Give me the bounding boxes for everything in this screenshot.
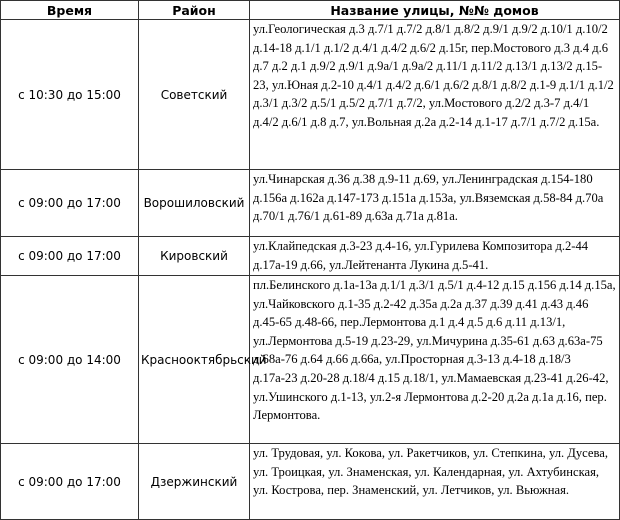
- district-cell: Кировский: [139, 237, 250, 276]
- header-time: Время: [1, 1, 139, 20]
- table-row: [1, 170, 620, 237]
- streets-cell: ул.Клайпедская д.3-23 д.4-16, ул.Гурилева Композитора д.2-44 д.17а-19 д.66, ул.Лейтенанта Лукина д.5-41.: [250, 237, 620, 276]
- streets-cell: пл.Белинского д.1а-13а д.1/1 д.3/1 д.5/1 д.4-12 д.15 д.156 д.14 д.15а, ул.Чайковского д.1-35 д.2-42 д.35а д.2а д.37 д.39 д.41 д.43 д.46 д.45-65 д.48-66, пер.Лермонтова д.1 д.4 д.5 д.6 д.11 д.13/1, ул.Лермонтова д.5-19 д.23-29, ул.Мичурина д.35-61 д.63 д.63а-75 д.68а-76 д.64 д.66 д.66а, ул.Просторная д.3-13 д.4-18 д.18/3 д.17а-23 д.20-28 д.18/4 д.15 д.18/1, ул.Мамаевская д.23-41 д.26-42, ул.Ушинского д.1-13, ул.2-я Лермонтова д.2-20 д.2а д.1а д.16, пер. Лермонтова.: [250, 276, 620, 444]
- table-row: [1, 444, 620, 520]
- district-cell: Ворошиловский: [139, 170, 250, 237]
- time-cell: с 09:00 до 17:00: [1, 170, 139, 237]
- time-cell: с 09:00 до 14:00: [1, 276, 139, 444]
- district-cell: Советский: [139, 20, 250, 170]
- table-row: [1, 237, 620, 276]
- streets-cell: ул. Трудовая, ул. Кокова, ул. Ракетчиков, ул. Степкина, ул. Дусева, ул. Троицкая, ул. Знаменская, ул. Календарная, ул. Ахтубинская, ул. Кострова, пер. Знаменский, ул. Летчиков, ул. Вьюжная.: [250, 444, 620, 520]
- district-cell: Дзержинский: [139, 444, 250, 520]
- district-cell: Краснооктябрьский: [139, 276, 250, 444]
- time-cell: с 09:00 до 17:00: [1, 237, 139, 276]
- table-row: [1, 20, 620, 170]
- time-cell: с 10:30 до 15:00: [1, 20, 139, 170]
- header-district: Район: [139, 1, 250, 20]
- time-cell: с 09:00 до 17:00: [1, 444, 139, 520]
- streets-cell: ул.Чинарская д.36 д.38 д.9-11 д.69, ул.Ленинградская д.154-180 д.156а д.162а д.147-173 д.151а д.153а, ул.Вяземская д.58-84 д.70а д.70/1 д.76/1 д.61-89 д.63а д.71а д.81а.: [250, 170, 620, 237]
- table-row: [1, 276, 620, 444]
- header-row: [1, 1, 620, 20]
- streets-cell: ул.Геологическая д.3 д.7/1 д.7/2 д.8/1 д.8/2 д.9/1 д.9/2 д.10/1 д.10/2 д.14-18 д.1/1 д.1/2 д.4/1 д.4/2 д.6/2 д.15г, пер.Мостового д.3 д.4 д.6 д.7 д.2 д.1 д.9/2 д.9/1 д.9а/1 д.9а/2 д.11/1 д.11/2 д.13/1 д.13/2 д.15-23, ул.Юная д.2-10 д.4/1 д.4/2 д.6/1 д.6/2 д.8/1 д.8/2 д.1-9 д.1/1 д.1/2 д.3/1 д.3/2 д.5/1 д.5/2 д.7/1 д.7/2, ул.Мостового д.2/2 д.3-7 д.4/1 д.4/2 д.6/1 д.8 д.7, ул.Вольная д.2а д.2-14 д.1-17 д.7/1 д.7/2 д.15а.: [250, 20, 620, 170]
- header-streets: Название улицы, №№ домов: [250, 1, 620, 20]
